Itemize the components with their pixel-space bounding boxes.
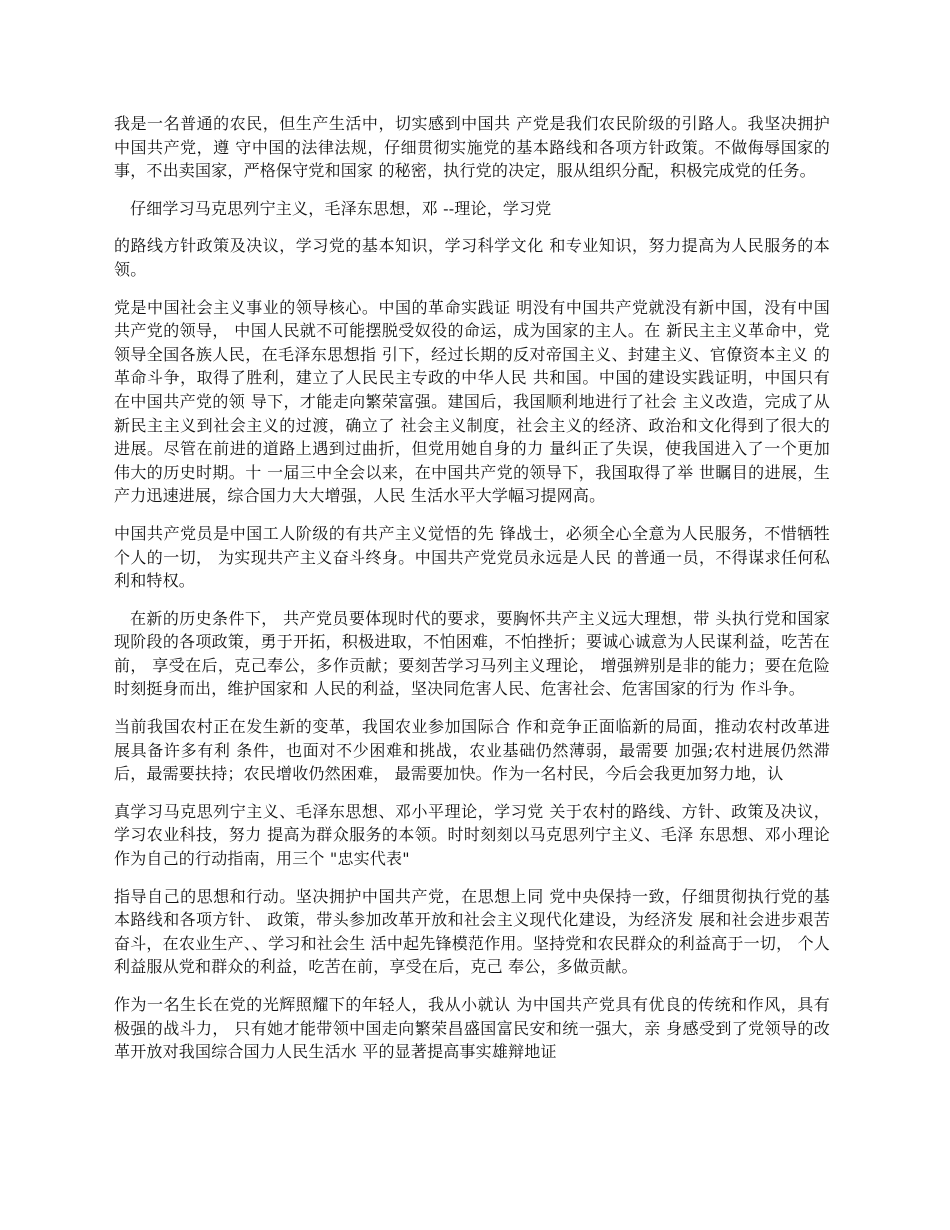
paragraph-2: 仔细学习马克思列宁主义，毛泽东思想，邓 --理论，学习党 <box>130 198 552 218</box>
paragraph-4: 党是中国社会主义事业的领导核心。中国的革命实践证 明没有中国共产党就没有新中国，没有中国共产党的领导， 中国人民就不可能摆脱受奴役的命运，成为国家的主人。在 新民主主义革命中，党领导全国各族人民，在毛泽东思想指 引下，经过长期的反对帝国主义、封建主义、官僚资本主义 的革命斗争，取得了胜利，建立了人民民主专政的中华人民 共和国。中国的建设实践证明，中国只有在中国共产党的领 导下，才能走向繁荣富强。建国后，我国顺利地进行了社会 主义改造，完成了从新民主主义到社会主义的过渡，确立了 社会主义制度，社会主义的经济、政治和文化得到了很大的 进展。尽管在前进的道路上遇到过曲折，但党用她自身的力 量纠正了失误，使我国进入了一个更加伟大的历史时期。十 一届三中全会以来，在中国共产党的领导下，我国取得了举 世瞩目的进展，生产力迅速进展，综合国力大大增强，人民 生活水平大学幅习提网高。 <box>114 297 830 506</box>
paragraph-1: 我是一名普通的农民，但生产生活中，切实感到中国共 产党是我们农民阶级的引路人。我坚决拥护中国共产党，遵 守中国的法律法规，仔细贯彻实施党的基本路线和各项方针政策。不做侮辱国家的事，不出卖国家，严格保守党和国家 的秘密，执行党的决定，服从组织分配，积极完成党的任务。 <box>114 114 830 181</box>
paragraph-10: 作为一名生长在党的光辉照耀下的年轻人，我从小就认 为中国共产党具有优良的传统和作风，具有极强的战斗力， 只有她才能带领中国走向繁荣昌盛国富民安和统一强大，亲 身感受到了党领导的改革开放对我国综合国力人民生活水 平的显著提高事实雄辩地证 <box>114 995 830 1062</box>
paragraph-3: 的路线方针政策及决议，学习党的基本知识，学习科学文化 和专业知识，努力提高为人民服务的本领。 <box>114 236 830 279</box>
paragraph-6: 在新的历史条件下， 共产党员要体现时代的要求，要胸怀共产主义远大理想，带 头执行党和国家现阶段的各项政策，勇于开拓，积极进取，不怕困难，不怕挫折；要诚心诚意为人民谋利益，吃苦在前， 享受在后，克己奉公，多作贡献；要刻苦学习马列主义理论， 增强辨别是非的能力；要在危险时刻挺身而出，维护国家和 人民的利益，坚决同危害人民、危害社会、危害国家的行为 作斗争。 <box>114 608 830 699</box>
paragraph-9: 指导自己的思想和行动。坚决拥护中国共产党，在思想上同 党中央保持一致，仔细贯彻执行党的基本路线和各项方针、 政策，带头参加改革开放和社会主义现代化建设，为经济发 展和社会进步艰苦奋斗，在农业生产、、学习和社会生 活中起先锋模范作用。坚持党和农民群众的利益高于一切， 个人利益服从党和群众的利益，吃苦在前，享受在后，克己 奉公，多做贡献。 <box>114 886 830 977</box>
paragraph-7: 当前我国农村正在发生新的变革，我国农业参加国际合 作和竞争正面临新的局面，推动农村改革进展具备许多有利 条件，也面对不少困难和挑战，农业基础仍然薄弱，最需要 加强;农村进展仍然滞后，最需要扶持；农民增收仍然困难， 最需要加快。作为一名村民，今后会我更加努力地，认 <box>114 717 830 784</box>
document-body <box>114 112 830 1078</box>
paragraph-5: 中国共产党员是中国工人阶级的有共产主义觉悟的先 锋战士，必须全心全意为人民服务，不惜牺牲个人的一切， 为实现共产主义奋斗终身。中国共产党党员永远是人民 的普通一员，不得谋求任何私利和特权。 <box>114 523 830 591</box>
paragraph-8: 真学习马克思列宁主义、毛泽东思想、邓小平理论，学习党 关于农村的路线、方针、政策及决议，学习农业科技，努力 提高为群众服务的本领。时时刻刻以马克思列宁主义、毛泽 东思想、邓小理论作为自己的行动指南，用三个 "忠实代表" <box>114 801 830 869</box>
